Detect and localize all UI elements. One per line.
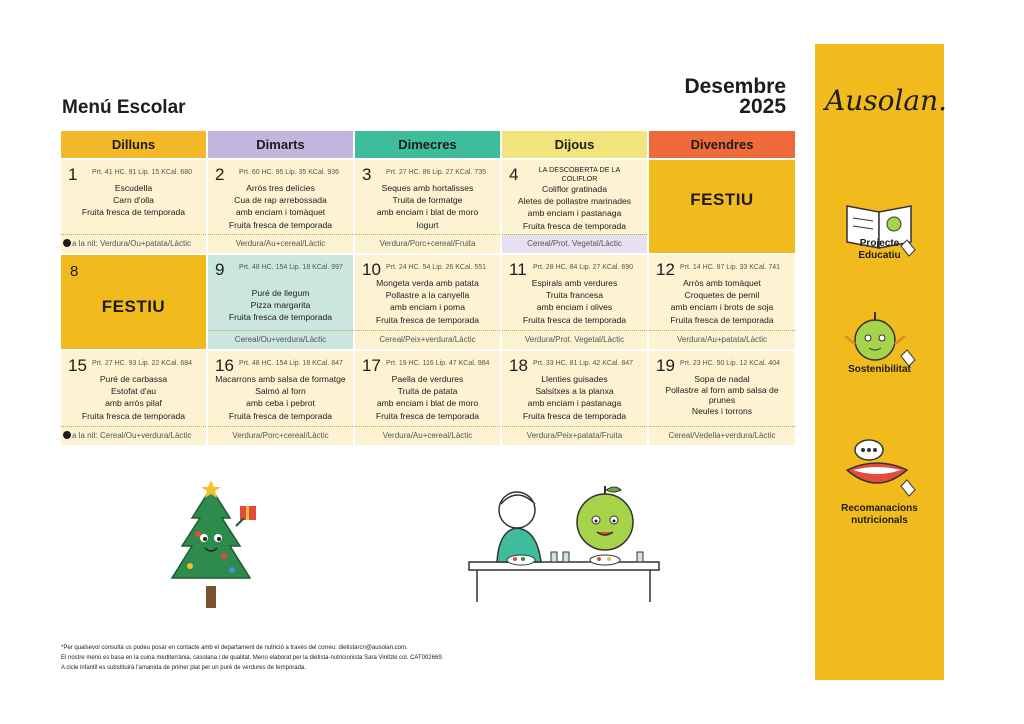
dish: amb enciam i olives (536, 302, 613, 313)
dish-list (61, 373, 206, 422)
dish: Fruita fresca de temporada (228, 219, 333, 230)
dinner-suggestion: Verdura/Porc+cereal/Fruita (355, 234, 500, 253)
dish: amb enciam i blat de moro (376, 207, 479, 218)
day-header-thursday: Dijous (502, 131, 647, 158)
day-number: 18 (509, 356, 528, 375)
dish: Mongeta verda amb patata (376, 278, 479, 288)
day-cell-8-holiday (61, 255, 206, 349)
day-cell-2 (208, 160, 353, 253)
nutrition-info: Prt. 41 HC. 91 Lip. 15 KCal. 680 (92, 169, 192, 176)
day-cell-1 (61, 160, 206, 253)
dinner-suggestion: Verdura/Au+patata/Làctic (649, 330, 795, 349)
dish: amb ceba i pebrot (246, 398, 315, 409)
dinner-suggestion: Cereal/Ou+verdura/Làctic (208, 330, 353, 349)
dish-list (502, 277, 647, 326)
dish-list (355, 182, 500, 231)
dish: Neules i torrons (691, 406, 753, 417)
day-cell-15 (61, 351, 206, 445)
dish: Fruita fresca de temporada (228, 312, 333, 323)
sidebar-item-recomanacions-nutricionals[interactable]: Recomanacions nutricionals (841, 503, 918, 526)
nutrition-info: Prt. 27 HC. 93 Lip. 22 KCal. 684 (92, 360, 192, 367)
menu-title: Menú Escolar (62, 97, 186, 118)
dish: amb enciam i pastanaga (527, 398, 622, 409)
day-number: 15 (68, 356, 87, 375)
day-number: 12 (656, 260, 675, 279)
dish: Fruita fresca de temporada (522, 314, 627, 325)
special-title: LA DESCOBERTA DE LA COLIFLOR (538, 165, 621, 183)
day-number: 19 (656, 356, 675, 375)
dish-list (355, 373, 500, 422)
sidebar-item-projecte-educatiu[interactable]: Projecte Educatiu (858, 238, 901, 261)
dish: Carn d'olla (113, 195, 154, 206)
dish: Paella de verdures (391, 374, 464, 384)
dish: Escudella (114, 183, 153, 193)
kids-eating-illustration (465, 484, 665, 606)
moon-icon (63, 239, 71, 247)
day-number: 11 (509, 260, 527, 279)
dish: Fruita fresca de temporada (670, 314, 774, 325)
dish-list (208, 287, 353, 324)
day-cell-9 (208, 255, 353, 349)
dish: Truita francesa (546, 290, 603, 301)
day-number: 17 (362, 356, 381, 375)
day-header-monday: Dilluns (61, 131, 206, 158)
dish: Fruita fresca de temporada (81, 207, 186, 218)
nutrition-info: Prt. 14 HC. 97 Lip. 33 KCal. 741 (680, 264, 780, 271)
dish-list (61, 182, 206, 219)
dish: Espirals amb verdures (531, 278, 618, 288)
footer-line: *Per qualsevol consulta us podeu posar en contacte amb el departament de nutrició a través del correu: dietistarcn@ausolan.com. (61, 645, 408, 651)
dish: Arròs tres delícies (246, 183, 315, 193)
dish: Puré de llegum (251, 288, 310, 298)
mouth-speech-icon[interactable] (841, 434, 919, 500)
day-cell-17 (355, 351, 500, 445)
ausolan-logo: Ausolan. (825, 84, 948, 117)
dish: Fruita fresca de temporada (522, 410, 627, 421)
dish: Croquetes de pernil (684, 290, 760, 301)
dish: Pollastre a la canyella (385, 290, 470, 301)
dish: Fruita fresca de temporada (375, 314, 480, 325)
dinner-suggestion: Cereal/Prot. Vegetal/Làctic (502, 234, 647, 253)
dish: Salmó al forn (255, 386, 306, 397)
dish: Estofat d'au (110, 386, 157, 397)
nutrition-info: Prt. 24 HC. 54 Lip. 26 KCal. 551 (386, 264, 486, 271)
dish: amb enciam i blat de moro (376, 398, 479, 409)
dish: amb enciam i poma (390, 302, 465, 313)
dinner-suggestion: a la nit: Verdura/Ou+patata/Làctic (61, 234, 206, 253)
dish-list (649, 277, 795, 326)
day-cell-5-holiday (649, 160, 795, 253)
dinner-suggestion: a la nit: Cereal/Ou+verdura/Làctic (61, 426, 206, 445)
apple-character-icon[interactable] (841, 306, 919, 372)
dish: Truita de patata (397, 386, 458, 397)
moon-icon (63, 431, 71, 439)
nutrition-info: Prt. 33 HC. 81 Lip. 42 KCal. 847 (533, 360, 633, 367)
dinner-suggestion: Cereal/Vedella+verdura/Làctic (649, 426, 795, 445)
dish: Coliflor gratinada (542, 184, 607, 194)
dinner-suggestion: Verdura/Prot. Vegetal/Làctic (502, 330, 647, 349)
dish: Pizza margarita (250, 300, 311, 311)
dinner-suggestion: Verdura/Au+cereal/Làctic (208, 234, 353, 253)
day-cell-12 (649, 255, 795, 349)
day-cell-18 (502, 351, 647, 445)
dish-list (502, 165, 647, 232)
dish-list (208, 373, 353, 422)
sidebar-item-sostenibilitat[interactable]: Sostenibilitat (848, 364, 911, 375)
day-cell-11 (502, 255, 647, 349)
dish: Llenties guisades (541, 374, 608, 384)
day-cell-10 (355, 255, 500, 349)
dish: Sopa de nadal (694, 374, 750, 384)
brand-sidebar (815, 44, 948, 680)
dinner-suggestion: Verdura/Porc+cereal/Làctic (208, 426, 353, 445)
dish: amb enciam i pastanaga (527, 208, 622, 219)
dish: amb enciam i tomàquet (235, 207, 326, 218)
footer-line: A cicle infantil es substituirà l'amanida de primer plat per un puré de verdures de temporada. (61, 665, 306, 671)
day-number: 9 (215, 260, 225, 279)
dish: Cua de rap arrebossada (234, 195, 327, 206)
nutrition-info: Prt. 48 HC. 154 Lip. 18 KCal. 847 (239, 360, 343, 367)
day-cell-16 (208, 351, 353, 445)
nutrition-info: Prt. 23 HC. 50 Lip. 12 KCal. 404 (680, 360, 780, 367)
footer-line: El nostre menú es basa en la cuina mediterrània, casolana i de qualitat. Menú elaborat per la dietista-nutricionista Sara Vinitzki col. CAT002669. (61, 655, 444, 661)
day-header-tuesday: Dimarts (208, 131, 353, 158)
dish: Aletes de pollastre marinades (517, 196, 632, 207)
nutrition-info: Prt. 28 HC. 84 Lip. 27 KCal. 690 (533, 264, 633, 271)
day-header-friday: Divendres (649, 131, 795, 158)
dish: amb enciam i brots de soja (670, 302, 774, 313)
menu-calendar (61, 131, 795, 445)
dinner-suggestion: Cereal/Peix+verdura/Làctic (355, 330, 500, 349)
dish: Fruita fresca de temporada (522, 220, 627, 231)
dish-list (649, 373, 795, 417)
dinner-suggestion: Verdura/Peix+patata/Fruita (502, 426, 647, 445)
nutrition-info: Prt. 60 HC. 95 Lip. 35 KCal. 936 (239, 169, 339, 176)
day-number: 3 (362, 165, 372, 184)
year-label: 2025 (739, 95, 786, 118)
dish: Fruita fresca de temporada (81, 410, 186, 421)
day-number: 16 (215, 356, 234, 375)
dish: Seques amb hortalisses (381, 183, 474, 193)
christmas-tree-illustration (168, 478, 268, 613)
day-number: 4 (509, 165, 519, 184)
day-number: 8 (70, 263, 79, 280)
month-label: Desembre (684, 75, 786, 98)
dish: Iogurt (416, 219, 439, 230)
day-number: 10 (362, 260, 381, 279)
dish-list (208, 182, 353, 231)
nutrition-info: Prt. 27 HC. 86 Lip. 27 KCal. 735 (386, 169, 486, 176)
day-number: 1 (68, 165, 78, 184)
month-year (640, 77, 786, 117)
day-cell-19 (649, 351, 795, 445)
nutrition-info: Prt. 19 HC. 116 Lip. 47 KCal. 984 (386, 360, 490, 367)
dish: Arròs amb tomàquet (683, 278, 761, 288)
dish: Fruita fresca de temporada (228, 410, 333, 421)
dish: amb arròs pilaf (105, 398, 162, 409)
holiday-label: FESTIU (101, 297, 166, 316)
day-number: 2 (215, 165, 225, 184)
dinner-suggestion: Verdura/Au+cereal/Làctic (355, 426, 500, 445)
day-cell-4 (502, 160, 647, 253)
day-cell-3 (355, 160, 500, 253)
footer-notes (61, 643, 443, 673)
dish: Pollastre al forn amb salsa de prunes (665, 385, 779, 406)
nutrition-info: Prt. 48 HC. 154 Lip. 18 KCal. 997 (239, 264, 343, 271)
day-header-wednesday: Dimecres (355, 131, 500, 158)
holiday-label: FESTIU (690, 190, 754, 209)
dish: Puré de carbassa (99, 374, 168, 384)
dish: Fruita fresca de temporada (375, 410, 480, 421)
dish-list (355, 277, 500, 326)
dish: Truita de formatge (392, 195, 463, 206)
dish: Salsitxes a la planxa (535, 386, 614, 397)
dish: Macarrons amb salsa de formatge (215, 374, 346, 384)
dish-list (502, 373, 647, 422)
